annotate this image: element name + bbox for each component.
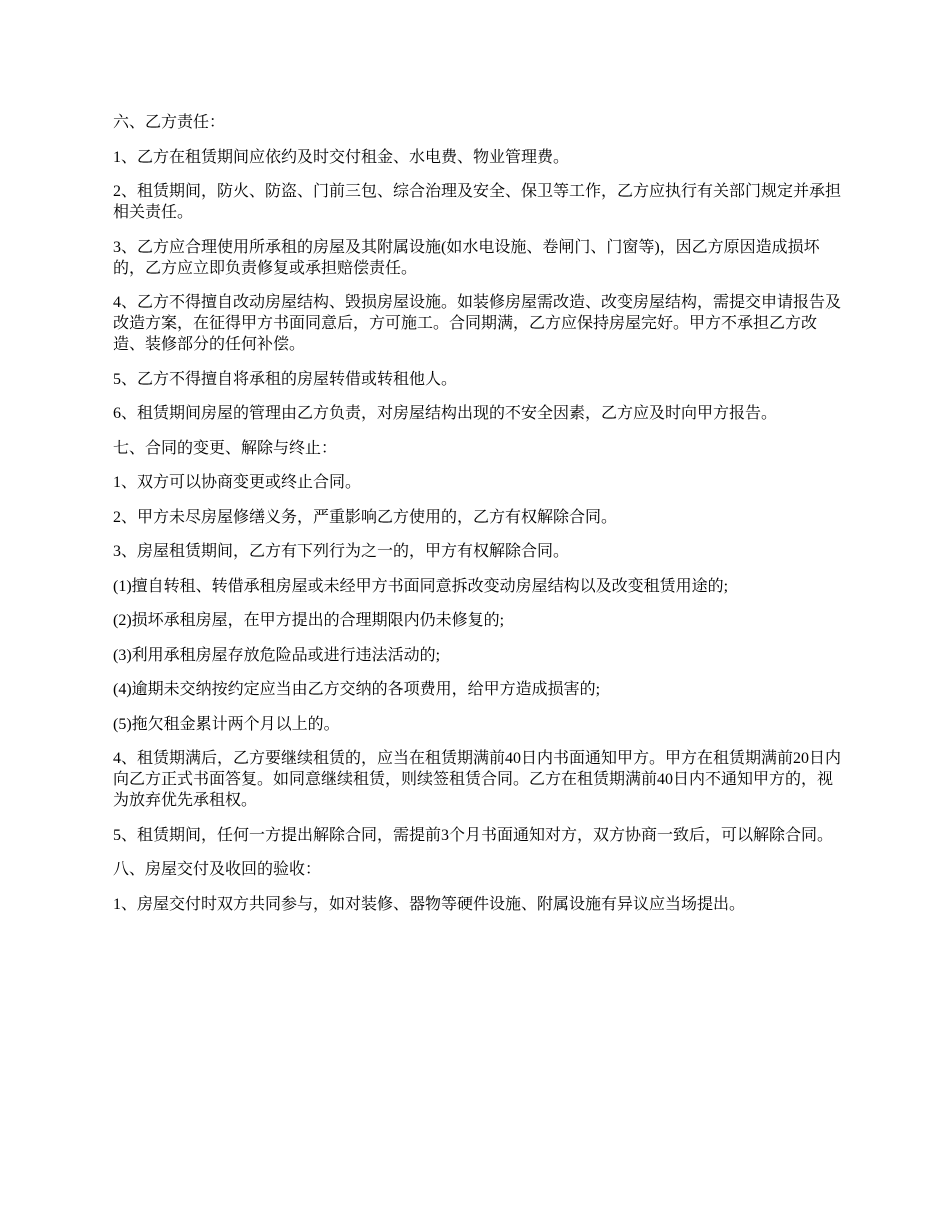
- document-page: [113, 112, 845, 928]
- clause-7-1: 1、双方可以协商变更或终止合同。: [113, 474, 362, 491]
- clause-6-1: 1、乙方在租赁期间应依约及时交付租金、水电费、物业管理费。: [113, 148, 570, 166]
- clause-6-2: 2、租赁期间，防火、防盗、门前三包、综合治理及安全、保卫等工作，乙方应执行有关部门规定并承担相关责任。: [113, 183, 842, 221]
- clause-7-2: 2、甲方未尽房屋修缮义务，严重影响乙方使用的，乙方有权解除合同。: [113, 508, 618, 526]
- section-heading-8: 八、房屋交付及收回的验收：: [113, 861, 322, 878]
- clause-7-4: 4、租赁期满后，乙方要继续租赁的，应当在租赁期满前40日内书面通知甲方。甲方在租赁期满前20日内向乙方正式书面答复。如同意继续租赁，则续签租赁合同。乙方在租赁期满前40日内不通知甲方的，视为放弃优先承租权。: [113, 750, 842, 809]
- section-heading-7: 七、合同的变更、解除与终止：: [113, 439, 338, 457]
- clause-7-3: 3、房屋租赁期间，乙方有下列行为之一的，甲方有权解除合同。: [113, 543, 570, 560]
- clause-6-6: 6、租赁期间房屋的管理由乙方负责，对房屋结构出现的不安全因素，乙方应及时向甲方报告。: [113, 405, 778, 422]
- clause-6-4: 4、乙方不得擅自改动房屋结构、毁损房屋设施。如装修房屋需改造、改变房屋结构，需提交申请报告及改造方案，在征得甲方书面同意后，方可施工。合同期满，乙方应保持房屋完好。甲方不承担乙方改造、装修部分的任何补偿。: [113, 294, 842, 353]
- clause-6-3: 3、乙方应合理使用所承租的房屋及其附属设施(如水电设施、卷闸门、门窗等)，因乙方原因造成损坏的，乙方应立即负责修复或承担赔偿责任。: [113, 238, 820, 277]
- section-heading-6: 六、乙方责任：: [113, 114, 226, 131]
- clause-7-3-item-4: (4)逾期未交纳按约定应当由乙方交纳的各项费用，给甲方造成损害的;: [113, 681, 601, 698]
- clause-7-3-item-5: (5)拖欠租金累计两个月以上的。: [113, 715, 340, 733]
- clause-8-1: 1、房屋交付时双方共同参与，如对装修、器物等硬件设施、附属设施有异议应当场提出。: [113, 895, 746, 913]
- clause-7-3-item-2: (2)损坏承租房屋，在甲方提出的合理期限内仍未修复的;: [113, 612, 505, 629]
- clause-6-5: 5、乙方不得擅自将承租的房屋转借或转租他人。: [113, 370, 458, 388]
- clause-7-3-item-3: (3)利用承租房屋存放危险品或进行违法活动的;: [113, 646, 441, 664]
- clause-7-5: 5、租赁期间，任何一方提出解除合同，需提前3个月书面通知对方，双方协商一致后，可以解除合同。: [113, 826, 834, 844]
- clause-7-3-item-1: (1)擅自转租、转借承租房屋或未经甲方书面同意拆改变动房屋结构以及改变租赁用途的;: [113, 577, 729, 595]
